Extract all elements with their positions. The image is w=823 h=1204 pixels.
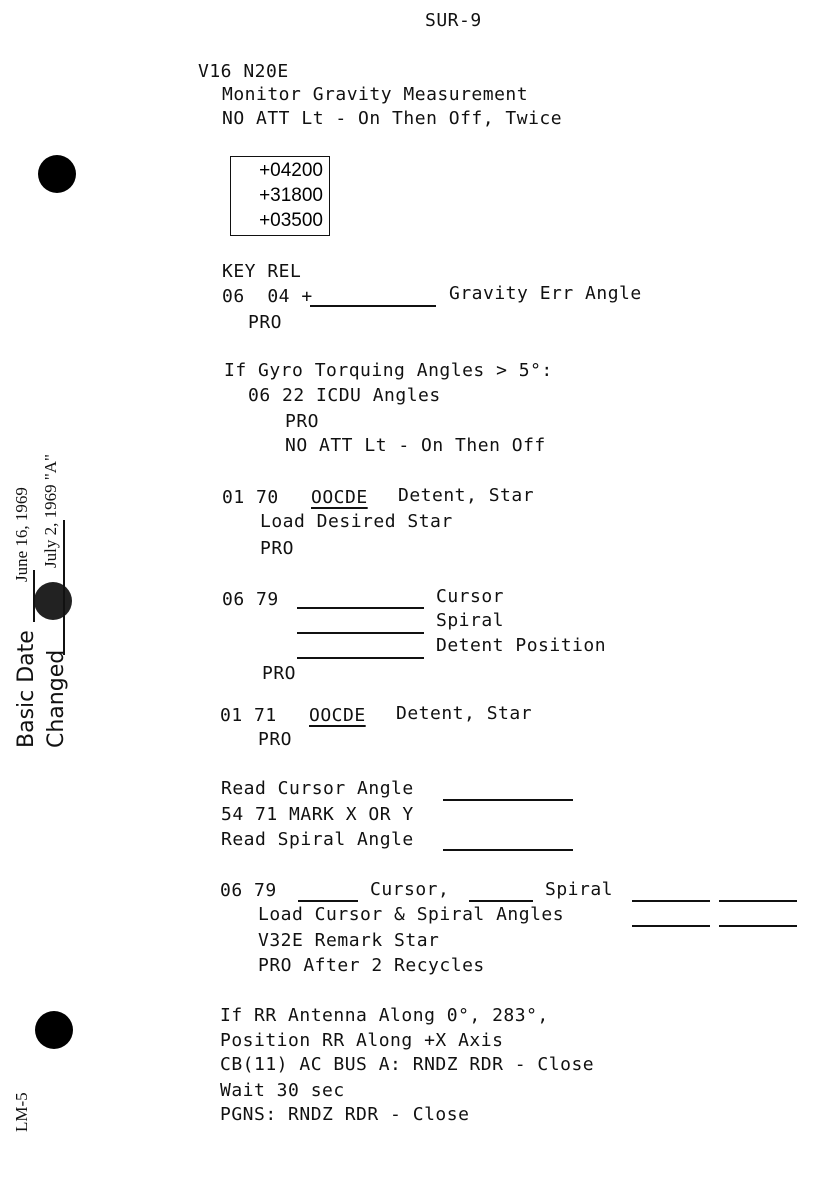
noun-0679-a: 06 79: [222, 589, 279, 610]
cursor-label: Cursor: [436, 586, 505, 607]
position-rr-line: Position RR Along +X Axis: [220, 1030, 504, 1051]
noun-0171: 01 71: [220, 705, 277, 726]
page-id: SUR-9: [425, 10, 482, 31]
v16-line: V16 N20E: [198, 61, 289, 82]
gyro-line: If Gyro Torquing Angles > 5°:: [224, 360, 553, 381]
pro-4: PRO: [262, 663, 297, 684]
spiral-blank-2: [469, 900, 533, 902]
wait-line: Wait 30 sec: [220, 1080, 345, 1101]
noun-0170: 01 70: [222, 487, 279, 508]
binder-hole-bottom: [35, 1011, 73, 1049]
gravity-values-box: [230, 156, 330, 236]
changed-date-rule: [63, 520, 65, 655]
basic-date-rule: [33, 570, 35, 622]
detent-star-2: Detent, Star: [396, 703, 533, 724]
basic-date-label: Basic Date: [14, 630, 39, 748]
gravity-err-label: Gravity Err Angle: [449, 283, 642, 304]
icdu-line: 06 22 ICDU Angles: [248, 385, 441, 406]
noatt-line-1: NO ATT Lt - On Then Off, Twice: [222, 108, 563, 129]
load-cursor-spiral-line: Load Cursor & Spiral Angles: [258, 904, 565, 925]
changed-date-value: July 2, 1969 "A": [41, 454, 60, 568]
spiral-label: Spiral: [436, 610, 505, 631]
detent-star-1: Detent, Star: [398, 485, 535, 506]
extra-blank-2: [719, 900, 797, 902]
doc-id: LM-5: [12, 1092, 31, 1132]
noun-0679-b: 06 79: [220, 880, 277, 901]
pro-after-line: PRO After 2 Recycles: [258, 955, 485, 976]
cursor-label-2: Cursor,: [370, 879, 450, 900]
binder-hole-top: [38, 155, 76, 193]
pro-3: PRO: [260, 538, 295, 559]
gravity-err-blank: [310, 305, 436, 307]
oocde-2: OOCDE: [309, 705, 366, 726]
key-rel-line: KEY REL: [222, 261, 302, 282]
extra-blank-1: [632, 900, 710, 902]
read-spiral-blank: [443, 849, 573, 851]
changed-label: Changed: [44, 649, 69, 748]
binder-hole-middle: [34, 582, 72, 620]
basic-date-value: June 16, 1969: [12, 487, 31, 582]
spiral-blank: [297, 632, 424, 634]
monitor-line: Monitor Gravity Measurement: [222, 84, 529, 105]
pro-1: PRO: [248, 312, 283, 333]
cb11-line: CB(11) AC BUS A: RNDZ RDR - Close: [220, 1054, 595, 1075]
gravity-value-1: +04200: [259, 160, 323, 181]
read-spiral-line: Read Spiral Angle: [221, 829, 414, 850]
gravity-value-2: +31800: [259, 185, 323, 206]
pro-5: PRO: [258, 729, 293, 750]
read-cursor-line: Read Cursor Angle: [221, 778, 414, 799]
oocde-1: OOCDE: [311, 487, 368, 508]
cursor-blank: [297, 607, 424, 609]
load-star-line: Load Desired Star: [260, 511, 453, 532]
rr-antenna-line: If RR Antenna Along 0°, 283°,: [220, 1005, 549, 1026]
v32e-line: V32E Remark Star: [258, 930, 440, 951]
mark-line: 54 71 MARK X OR Y: [221, 804, 414, 825]
gravity-value-3: +03500: [259, 210, 323, 231]
extra-blank-3: [632, 925, 710, 927]
extra-blank-4: [719, 925, 797, 927]
detent-position-label: Detent Position: [436, 635, 607, 656]
pro-2: PRO: [285, 411, 320, 432]
noun-0604: 06 04 +: [222, 286, 313, 307]
noatt-line-2: NO ATT Lt - On Then Off: [285, 435, 546, 456]
spiral-label-2: Spiral: [545, 879, 614, 900]
detent-position-blank: [297, 657, 424, 659]
pgns-line: PGNS: RNDZ RDR - Close: [220, 1104, 470, 1125]
cursor-blank-2: [298, 900, 358, 902]
read-cursor-blank: [443, 799, 573, 801]
